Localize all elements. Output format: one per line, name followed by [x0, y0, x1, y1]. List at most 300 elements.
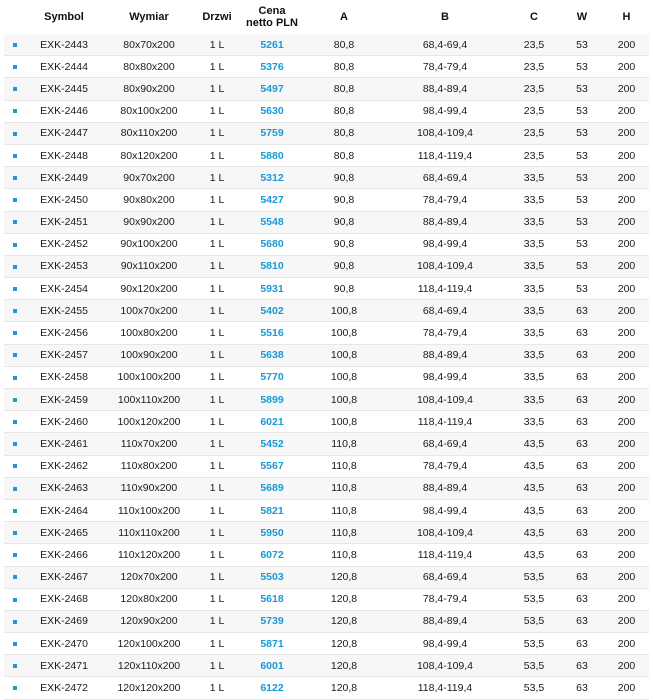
cell-drzwi: 1 L	[196, 344, 238, 366]
cell-c: 33,5	[508, 300, 560, 322]
cell-b: 68,4-69,4	[382, 566, 508, 588]
cell-drzwi: 1 L	[196, 411, 238, 433]
cell-symbol: EXK-2456	[26, 322, 102, 344]
cell-wymiar: 100x70x200	[102, 300, 196, 322]
cell-c: 43,5	[508, 522, 560, 544]
cell-cena: 5821	[238, 499, 306, 521]
cell-a: 100,8	[306, 322, 382, 344]
bullet-cell	[4, 144, 26, 166]
cell-b: 68,4-69,4	[382, 433, 508, 455]
bullet-cell	[4, 544, 26, 566]
cell-c: 43,5	[508, 455, 560, 477]
table-row	[4, 522, 649, 544]
cell-c: 23,5	[508, 56, 560, 78]
cell-w: 63	[560, 366, 604, 388]
cell-drzwi: 1 L	[196, 255, 238, 277]
cell-symbol: EXK-2448	[26, 144, 102, 166]
cell-a: 110,8	[306, 433, 382, 455]
cell-b: 108,4-109,4	[382, 522, 508, 544]
cell-h: 200	[604, 211, 649, 233]
table-row	[4, 411, 649, 433]
cell-wymiar: 120x70x200	[102, 566, 196, 588]
cell-a: 110,8	[306, 455, 382, 477]
bullet-cell	[4, 610, 26, 632]
cell-symbol: EXK-2454	[26, 278, 102, 300]
cell-cena: 5950	[238, 522, 306, 544]
bullet-cell	[4, 300, 26, 322]
table-row	[4, 300, 649, 322]
cell-h: 200	[604, 34, 649, 56]
cell-c: 23,5	[508, 144, 560, 166]
cell-c: 33,5	[508, 344, 560, 366]
square-bullet-icon	[13, 620, 17, 624]
cell-symbol: EXK-2463	[26, 477, 102, 499]
cell-b: 98,4-99,4	[382, 633, 508, 655]
cell-w: 53	[560, 34, 604, 56]
cell-c: 23,5	[508, 122, 560, 144]
bullet-cell	[4, 122, 26, 144]
cell-symbol: EXK-2458	[26, 366, 102, 388]
cell-w: 63	[560, 588, 604, 610]
table-row	[4, 56, 649, 78]
cell-c: 43,5	[508, 544, 560, 566]
cell-w: 53	[560, 144, 604, 166]
cell-drzwi: 1 L	[196, 100, 238, 122]
cell-drzwi: 1 L	[196, 389, 238, 411]
cell-h: 200	[604, 433, 649, 455]
cell-c: 33,5	[508, 389, 560, 411]
cell-wymiar: 80x120x200	[102, 144, 196, 166]
cell-symbol: EXK-2449	[26, 167, 102, 189]
cell-h: 200	[604, 344, 649, 366]
cell-wymiar: 110x90x200	[102, 477, 196, 499]
cell-w: 63	[560, 499, 604, 521]
cell-b: 88,4-89,4	[382, 477, 508, 499]
table-row	[4, 455, 649, 477]
cell-b: 88,4-89,4	[382, 344, 508, 366]
cell-symbol: EXK-2451	[26, 211, 102, 233]
cell-b: 88,4-89,4	[382, 211, 508, 233]
cell-h: 200	[604, 56, 649, 78]
cell-symbol: EXK-2471	[26, 655, 102, 677]
cell-c: 53,5	[508, 677, 560, 699]
cell-b: 78,4-79,4	[382, 455, 508, 477]
cell-h: 200	[604, 633, 649, 655]
bullet-cell	[4, 477, 26, 499]
square-bullet-icon	[13, 531, 17, 535]
cell-c: 43,5	[508, 477, 560, 499]
cell-cena: 5567	[238, 455, 306, 477]
cell-symbol: EXK-2446	[26, 100, 102, 122]
bullet-cell	[4, 255, 26, 277]
cell-cena: 6122	[238, 677, 306, 699]
cell-h: 200	[604, 566, 649, 588]
cell-c: 53,5	[508, 655, 560, 677]
cell-wymiar: 90x90x200	[102, 211, 196, 233]
cell-w: 63	[560, 544, 604, 566]
cell-symbol: EXK-2447	[26, 122, 102, 144]
cell-w: 63	[560, 455, 604, 477]
cell-h: 200	[604, 655, 649, 677]
cell-wymiar: 90x70x200	[102, 167, 196, 189]
cell-h: 200	[604, 322, 649, 344]
cell-c: 33,5	[508, 411, 560, 433]
square-bullet-icon	[13, 154, 17, 158]
cell-h: 200	[604, 455, 649, 477]
cell-symbol: EXK-2444	[26, 56, 102, 78]
bullet-cell	[4, 322, 26, 344]
square-bullet-icon	[13, 220, 17, 224]
cell-c: 33,5	[508, 189, 560, 211]
cell-w: 53	[560, 100, 604, 122]
cell-wymiar: 110x70x200	[102, 433, 196, 455]
cell-h: 200	[604, 78, 649, 100]
cell-symbol: EXK-2466	[26, 544, 102, 566]
cell-symbol: EXK-2467	[26, 566, 102, 588]
bullet-cell	[4, 433, 26, 455]
table-row	[4, 167, 649, 189]
cell-b: 78,4-79,4	[382, 322, 508, 344]
cell-w: 63	[560, 344, 604, 366]
cell-drzwi: 1 L	[196, 56, 238, 78]
cell-b: 118,4-119,4	[382, 411, 508, 433]
cell-drzwi: 1 L	[196, 78, 238, 100]
bullet-cell	[4, 655, 26, 677]
cell-b: 118,4-119,4	[382, 544, 508, 566]
cell-drzwi: 1 L	[196, 300, 238, 322]
header-cena: Cena netto PLN	[246, 5, 298, 29]
cell-cena: 5638	[238, 344, 306, 366]
cell-c: 23,5	[508, 100, 560, 122]
cell-a: 120,8	[306, 677, 382, 699]
cell-w: 53	[560, 278, 604, 300]
cell-w: 63	[560, 411, 604, 433]
cell-symbol: EXK-2450	[26, 189, 102, 211]
square-bullet-icon	[13, 176, 17, 180]
cell-a: 80,8	[306, 122, 382, 144]
bullet-cell	[4, 211, 26, 233]
cell-b: 88,4-89,4	[382, 610, 508, 632]
table-row	[4, 499, 649, 521]
cell-b: 108,4-109,4	[382, 389, 508, 411]
square-bullet-icon	[13, 686, 17, 690]
cell-wymiar: 120x80x200	[102, 588, 196, 610]
cell-cena: 5689	[238, 477, 306, 499]
table-header	[4, 0, 649, 34]
cell-c: 33,5	[508, 211, 560, 233]
cell-h: 200	[604, 588, 649, 610]
cell-a: 120,8	[306, 588, 382, 610]
cell-w: 63	[560, 477, 604, 499]
cell-drzwi: 1 L	[196, 588, 238, 610]
cell-symbol: EXK-2453	[26, 255, 102, 277]
square-bullet-icon	[13, 43, 17, 47]
cell-cena: 5759	[238, 122, 306, 144]
cell-wymiar: 120x120x200	[102, 677, 196, 699]
cell-h: 200	[604, 522, 649, 544]
cell-h: 200	[604, 499, 649, 521]
bullet-cell	[4, 411, 26, 433]
header-symbol: Symbol	[44, 11, 84, 23]
cell-symbol: EXK-2470	[26, 633, 102, 655]
cell-wymiar: 90x100x200	[102, 233, 196, 255]
cell-b: 78,4-79,4	[382, 189, 508, 211]
cell-b: 98,4-99,4	[382, 100, 508, 122]
cell-a: 100,8	[306, 366, 382, 388]
cell-wymiar: 110x100x200	[102, 499, 196, 521]
square-bullet-icon	[13, 243, 17, 247]
cell-cena: 5503	[238, 566, 306, 588]
cell-drzwi: 1 L	[196, 522, 238, 544]
cell-c: 33,5	[508, 167, 560, 189]
square-bullet-icon	[13, 487, 17, 491]
square-bullet-icon	[13, 642, 17, 646]
cell-h: 200	[604, 122, 649, 144]
cell-h: 200	[604, 300, 649, 322]
table-row	[4, 211, 649, 233]
cell-drzwi: 1 L	[196, 677, 238, 699]
cell-a: 110,8	[306, 477, 382, 499]
bullet-cell	[4, 167, 26, 189]
square-bullet-icon	[13, 376, 17, 380]
cell-a: 110,8	[306, 499, 382, 521]
cell-drzwi: 1 L	[196, 322, 238, 344]
cell-cena: 6021	[238, 411, 306, 433]
cell-wymiar: 80x100x200	[102, 100, 196, 122]
cell-b: 108,4-109,4	[382, 122, 508, 144]
table-row	[4, 544, 649, 566]
table-row	[4, 610, 649, 632]
cell-a: 100,8	[306, 344, 382, 366]
cell-c: 43,5	[508, 499, 560, 521]
cell-drzwi: 1 L	[196, 455, 238, 477]
cell-w: 53	[560, 211, 604, 233]
cell-a: 120,8	[306, 566, 382, 588]
cell-drzwi: 1 L	[196, 433, 238, 455]
cell-c: 33,5	[508, 233, 560, 255]
cell-a: 80,8	[306, 144, 382, 166]
cell-drzwi: 1 L	[196, 610, 238, 632]
table-row	[4, 189, 649, 211]
cell-wymiar: 100x120x200	[102, 411, 196, 433]
cell-drzwi: 1 L	[196, 655, 238, 677]
cell-w: 63	[560, 655, 604, 677]
header-h: H	[622, 11, 631, 23]
square-bullet-icon	[13, 287, 17, 291]
cell-a: 110,8	[306, 522, 382, 544]
header-a: A	[340, 11, 348, 23]
cell-h: 200	[604, 100, 649, 122]
cell-h: 200	[604, 255, 649, 277]
cell-h: 200	[604, 677, 649, 699]
cell-a: 90,8	[306, 233, 382, 255]
cell-symbol: EXK-2452	[26, 233, 102, 255]
bullet-cell	[4, 566, 26, 588]
bullet-cell	[4, 366, 26, 388]
square-bullet-icon	[13, 87, 17, 91]
bullet-cell	[4, 100, 26, 122]
cell-h: 200	[604, 144, 649, 166]
cell-b: 98,4-99,4	[382, 366, 508, 388]
cell-w: 53	[560, 122, 604, 144]
cell-drzwi: 1 L	[196, 167, 238, 189]
table-row	[4, 366, 649, 388]
cell-drzwi: 1 L	[196, 144, 238, 166]
cell-a: 110,8	[306, 544, 382, 566]
cell-a: 90,8	[306, 278, 382, 300]
cell-w: 63	[560, 300, 604, 322]
cell-c: 43,5	[508, 433, 560, 455]
cell-cena: 5880	[238, 144, 306, 166]
square-bullet-icon	[13, 575, 17, 579]
cell-symbol: EXK-2461	[26, 433, 102, 455]
cell-w: 53	[560, 233, 604, 255]
cell-cena: 5680	[238, 233, 306, 255]
header-wymiar: Wymiar	[129, 11, 169, 23]
cell-wymiar: 80x70x200	[102, 34, 196, 56]
cell-symbol: EXK-2459	[26, 389, 102, 411]
bullet-cell	[4, 56, 26, 78]
bullet-cell	[4, 34, 26, 56]
cell-a: 80,8	[306, 78, 382, 100]
cell-cena: 5497	[238, 78, 306, 100]
cell-cena: 5312	[238, 167, 306, 189]
cell-b: 108,4-109,4	[382, 255, 508, 277]
bullet-cell	[4, 499, 26, 521]
cell-symbol: EXK-2472	[26, 677, 102, 699]
cell-b: 98,4-99,4	[382, 499, 508, 521]
square-bullet-icon	[13, 664, 17, 668]
cell-h: 200	[604, 233, 649, 255]
cell-cena: 5402	[238, 300, 306, 322]
square-bullet-icon	[13, 353, 17, 357]
cell-c: 53,5	[508, 610, 560, 632]
cell-cena: 5871	[238, 633, 306, 655]
cell-wymiar: 120x110x200	[102, 655, 196, 677]
square-bullet-icon	[13, 109, 17, 113]
cell-c: 33,5	[508, 278, 560, 300]
cell-h: 200	[604, 189, 649, 211]
cell-wymiar: 100x90x200	[102, 344, 196, 366]
bullet-cell	[4, 389, 26, 411]
cell-cena: 5630	[238, 100, 306, 122]
cell-drzwi: 1 L	[196, 122, 238, 144]
cell-h: 200	[604, 477, 649, 499]
cell-wymiar: 120x90x200	[102, 610, 196, 632]
cell-drzwi: 1 L	[196, 278, 238, 300]
table-row	[4, 677, 649, 699]
header-w: W	[576, 11, 588, 23]
bullet-cell	[4, 588, 26, 610]
cell-h: 200	[604, 167, 649, 189]
cell-w: 53	[560, 189, 604, 211]
cell-b: 78,4-79,4	[382, 588, 508, 610]
cell-cena: 5516	[238, 322, 306, 344]
cell-wymiar: 100x80x200	[102, 322, 196, 344]
cell-c: 33,5	[508, 366, 560, 388]
cell-b: 118,4-119,4	[382, 677, 508, 699]
table-row	[4, 477, 649, 499]
cell-cena: 5452	[238, 433, 306, 455]
cell-cena: 6072	[238, 544, 306, 566]
cell-w: 63	[560, 566, 604, 588]
header-bullet-spacer	[4, 0, 26, 34]
cell-symbol: EXK-2457	[26, 344, 102, 366]
cell-symbol: EXK-2464	[26, 499, 102, 521]
cell-cena: 5899	[238, 389, 306, 411]
cell-w: 63	[560, 433, 604, 455]
square-bullet-icon	[13, 65, 17, 69]
cell-cena: 5931	[238, 278, 306, 300]
table-body	[4, 34, 649, 699]
cell-w: 63	[560, 322, 604, 344]
cell-cena: 5739	[238, 610, 306, 632]
table-row	[4, 78, 649, 100]
square-bullet-icon	[13, 598, 17, 602]
cell-c: 23,5	[508, 34, 560, 56]
cell-w: 63	[560, 610, 604, 632]
square-bullet-icon	[13, 132, 17, 136]
square-bullet-icon	[13, 398, 17, 402]
cell-c: 53,5	[508, 566, 560, 588]
cell-drzwi: 1 L	[196, 544, 238, 566]
cell-b: 68,4-69,4	[382, 167, 508, 189]
cell-b: 98,4-99,4	[382, 233, 508, 255]
cell-b: 68,4-69,4	[382, 34, 508, 56]
cell-cena: 5810	[238, 255, 306, 277]
cell-wymiar: 90x120x200	[102, 278, 196, 300]
table-row	[4, 344, 649, 366]
cell-symbol: EXK-2455	[26, 300, 102, 322]
cell-symbol: EXK-2460	[26, 411, 102, 433]
cell-c: 23,5	[508, 78, 560, 100]
bullet-cell	[4, 633, 26, 655]
price-table	[4, 0, 649, 700]
cell-a: 120,8	[306, 610, 382, 632]
bullet-cell	[4, 189, 26, 211]
cell-w: 53	[560, 255, 604, 277]
square-bullet-icon	[13, 464, 17, 468]
bullet-cell	[4, 344, 26, 366]
table-row	[4, 122, 649, 144]
cell-a: 90,8	[306, 211, 382, 233]
cell-wymiar: 90x110x200	[102, 255, 196, 277]
cell-drzwi: 1 L	[196, 477, 238, 499]
bullet-cell	[4, 278, 26, 300]
cell-symbol: EXK-2465	[26, 522, 102, 544]
cell-w: 53	[560, 167, 604, 189]
cell-a: 120,8	[306, 633, 382, 655]
header-c: C	[530, 11, 538, 23]
cell-wymiar: 100x100x200	[102, 366, 196, 388]
cell-wymiar: 110x80x200	[102, 455, 196, 477]
cell-wymiar: 110x110x200	[102, 522, 196, 544]
table-row	[4, 655, 649, 677]
cell-w: 63	[560, 677, 604, 699]
square-bullet-icon	[13, 420, 17, 424]
cell-w: 53	[560, 78, 604, 100]
cell-b: 78,4-79,4	[382, 56, 508, 78]
cell-cena: 6001	[238, 655, 306, 677]
cell-h: 200	[604, 544, 649, 566]
cell-b: 108,4-109,4	[382, 655, 508, 677]
cell-drzwi: 1 L	[196, 366, 238, 388]
bullet-cell	[4, 78, 26, 100]
cell-cena: 5261	[238, 34, 306, 56]
table-row	[4, 389, 649, 411]
cell-symbol: EXK-2468	[26, 588, 102, 610]
table-row	[4, 34, 649, 56]
